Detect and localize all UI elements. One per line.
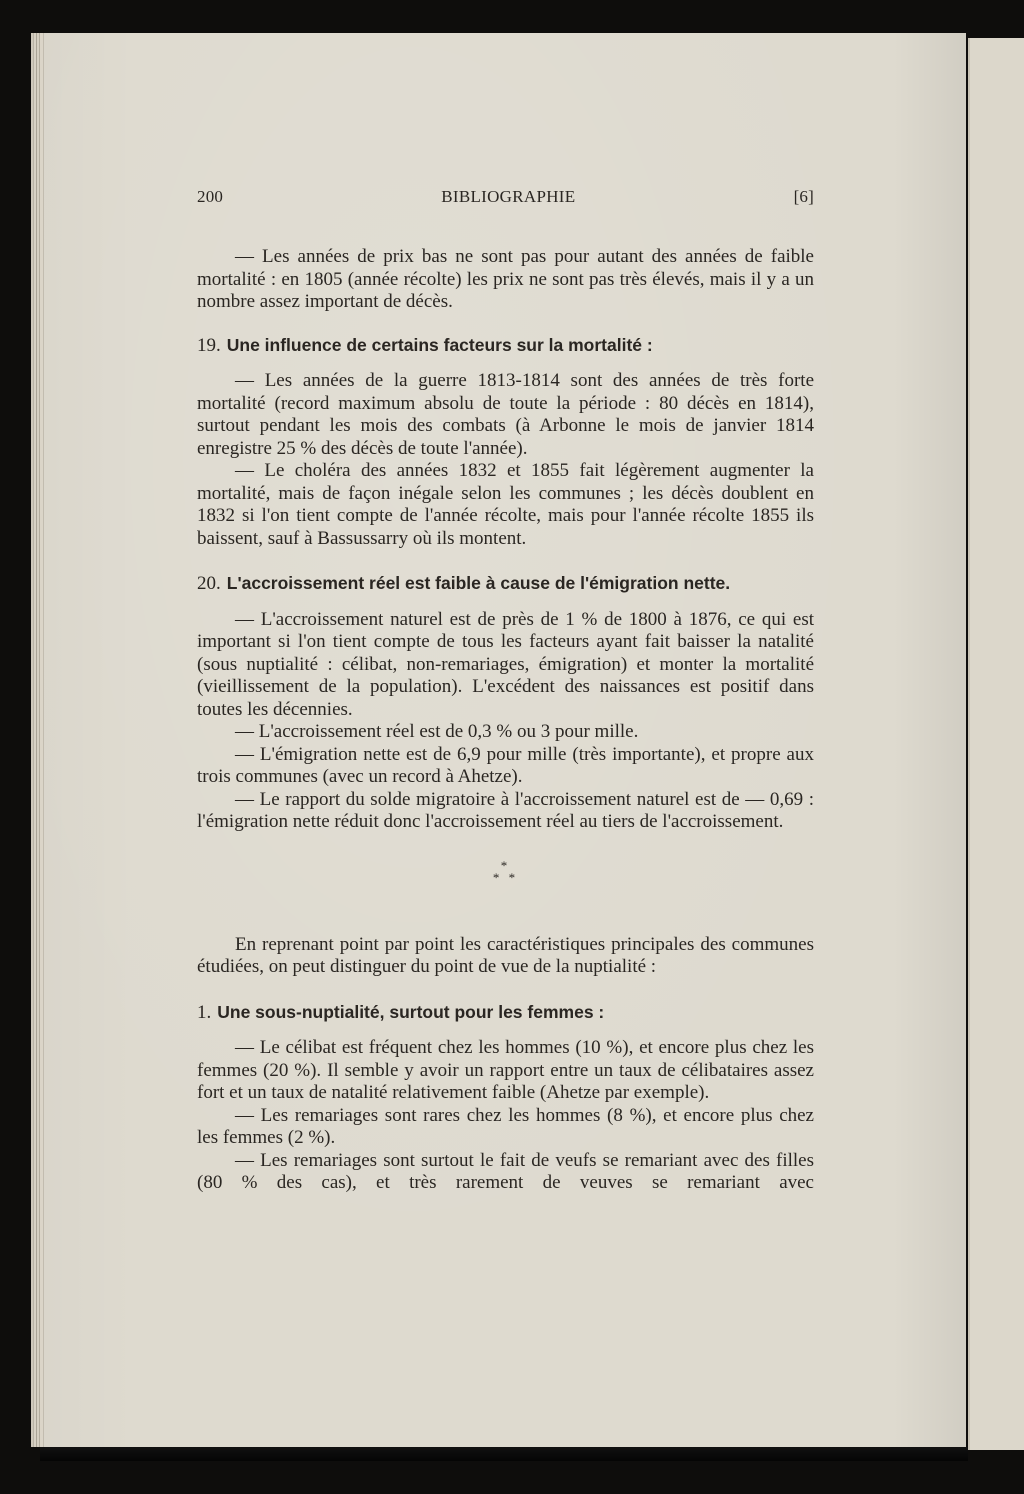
- facing-page-edge: [968, 38, 1024, 1450]
- section-number: 1.: [197, 1001, 212, 1023]
- paragraph: — Le rapport du solde migratoire à l'accroissement naturel est de — 0,69 : l'émigration nette réduit donc l'accroissement réel au tiers de l'accroissement.: [197, 788, 814, 832]
- section-break-asterism: [197, 857, 814, 885]
- section-marker: [6]: [793, 187, 814, 206]
- page-number: 200: [197, 187, 224, 206]
- section-19-heading: [197, 334, 814, 358]
- spacer: [197, 884, 814, 934]
- paragraph: — L'accroissement naturel est de près de 1 % de 1800 à 1876, ce qui est important si l'on tient compte de tous les facteurs ayant fait baisser la natalité (sous nuptialité : célibat, non-remariages, émigration) et monter la mortalité (vieillissement de la population). L'excédent des naissances est positif dans toutes les décennies.: [197, 608, 814, 720]
- intro-paragraph: — Les années de prix bas ne sont pas pour autant des années de faible mortalité : en 1805 (année récolte) les prix ne sont pas très élevés, mais il y a un nombre assez important de décès.: [197, 246, 814, 312]
- paragraph: — Le choléra des années 1832 et 1855 fait légèrement augmenter la mortalité, mais de façon inégale selon les communes ; les décès doublent en 1832 si l'on tient compte de l'année récolte, mais pour l'année récolte 1855 ils baissent, sauf à Bassussarry où ils montent.: [197, 460, 814, 549]
- section-title: L'accroissement réel est faible à cause de l'émigration nette.: [226, 573, 731, 593]
- running-head: [197, 186, 814, 208]
- section-title: Une sous-nuptialité, surtout pour les femmes :: [217, 1001, 605, 1022]
- paragraph: — L'accroissement réel est de 0,3 % ou 3 pour mille.: [235, 721, 639, 742]
- paragraph: — L'émigration nette est de 6,9 pour mille (très importante), et propre aux trois communes (avec un record à Ahetze).: [197, 743, 814, 787]
- section-number: 19.: [197, 334, 221, 356]
- page-text: [197, 186, 814, 1195]
- section-20-heading: [197, 572, 814, 596]
- section-number: 20.: [197, 573, 221, 594]
- section-title: Une influence de certains facteurs sur la mortalité :: [226, 334, 653, 355]
- paragraph: — Les remariages sont rares chez les hommes (8 %), et encore plus chez les femmes (2 %).: [197, 1104, 814, 1148]
- paragraph: — Le célibat est fréquent chez les hommes (10 %), et encore plus chez les femmes (20 %). Il semble y avoir un rapport entre un taux de célibataires assez fort et un taux de natalité relativement faible (Ahetze par exemple).: [197, 1037, 814, 1103]
- page-stack-edges: [31, 33, 45, 1447]
- paragraph: — Les remariages sont surtout le fait de veufs se remariant avec des filles (80 % des cas), et très rarement de veuves se remariant avec: [197, 1149, 814, 1193]
- paragraph: — Les années de la guerre 1813-1814 sont des années de très forte mortalité (record maximum absolu de toute la période : 80 décès en 1814), surtout pendant les mois des combats (à Arbonne le mois de janvier 1814 enregistre 25 % des décès de toute l'année).: [197, 370, 814, 459]
- running-title: BIBLIOGRAPHIE: [441, 187, 576, 206]
- conclusion-paragraph: En reprenant point par point les caractéristiques principales des communes étudiées, on peut distinguer du point de vue de la nuptialité :: [197, 933, 814, 977]
- asterism-top: *: [500, 857, 511, 873]
- asterism-bottom: * *: [492, 869, 519, 885]
- section-1-heading: [197, 1001, 814, 1025]
- page-shadow: [40, 1447, 968, 1461]
